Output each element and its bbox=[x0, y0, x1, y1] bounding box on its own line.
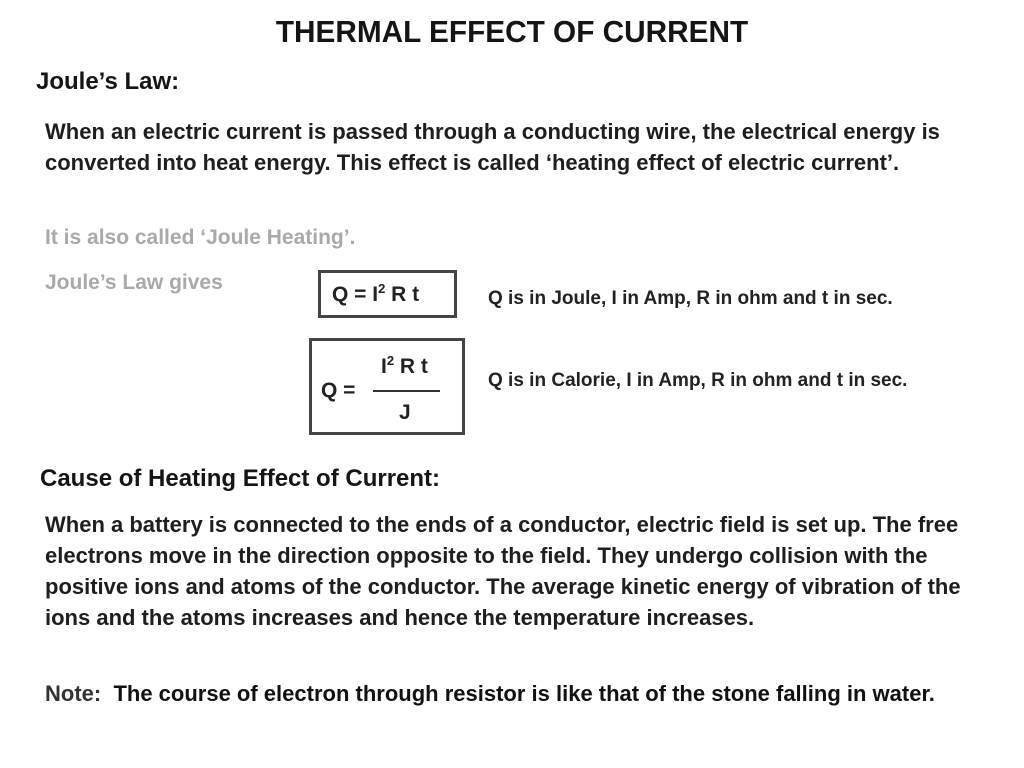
cause-heading: Cause of Heating Effect of Current: bbox=[40, 465, 441, 492]
note bbox=[45, 678, 985, 709]
formula-joule-units: Q is in Joule, I in Amp, R in ohm and t in sec. bbox=[488, 288, 893, 309]
fraction-line bbox=[373, 390, 440, 392]
formula-joule bbox=[332, 283, 419, 307]
formula-calorie-lhs: Q = bbox=[321, 379, 356, 402]
joules-law-heading: Joule’s Law: bbox=[36, 68, 180, 95]
formula-joule-lhs: Q = I bbox=[332, 283, 379, 306]
formula-calorie-num-rest: R t bbox=[394, 355, 428, 378]
formula-joule-rhs: R t bbox=[385, 283, 420, 306]
formula-calorie-units: Q is in Calorie, I in Amp, R in ohm and t in sec. bbox=[488, 370, 908, 391]
page-title: THERMAL EFFECT OF CURRENT bbox=[275, 14, 749, 49]
also-called-text: It is also called ‘Joule Heating’. bbox=[45, 226, 356, 249]
note-label: Note: bbox=[45, 681, 102, 706]
note-text: The course of electron through resistor is like that of the stone falling in water. bbox=[113, 681, 935, 706]
formula-joule-exponent: 2 bbox=[378, 281, 386, 296]
formula-calorie-box bbox=[309, 338, 465, 435]
formula-joule-box bbox=[318, 270, 457, 318]
cause-paragraph: When a battery is connected to the ends of a conductor, electric field is set up. The free electrons move in the direction opposite to the field. They undergo collision with the positive ions and atoms of the conductor. The average kinetic energy of vibration of the ions and the atoms increases and hence the temperature increases. bbox=[45, 512, 961, 630]
joules-law-paragraph: When an electric current is passed through a conducting wire, the electrical energy is converted into heat energy. This effect is called ‘heating effect of electric current’. bbox=[45, 119, 940, 175]
formula-calorie-num-base: I bbox=[381, 355, 387, 378]
formula-calorie-numerator bbox=[381, 355, 428, 379]
formula-calorie-denominator: J bbox=[399, 401, 411, 424]
joules-law-gives-label: Joule’s Law gives bbox=[45, 271, 223, 294]
formula-calorie-num-exponent: 2 bbox=[386, 353, 395, 368]
